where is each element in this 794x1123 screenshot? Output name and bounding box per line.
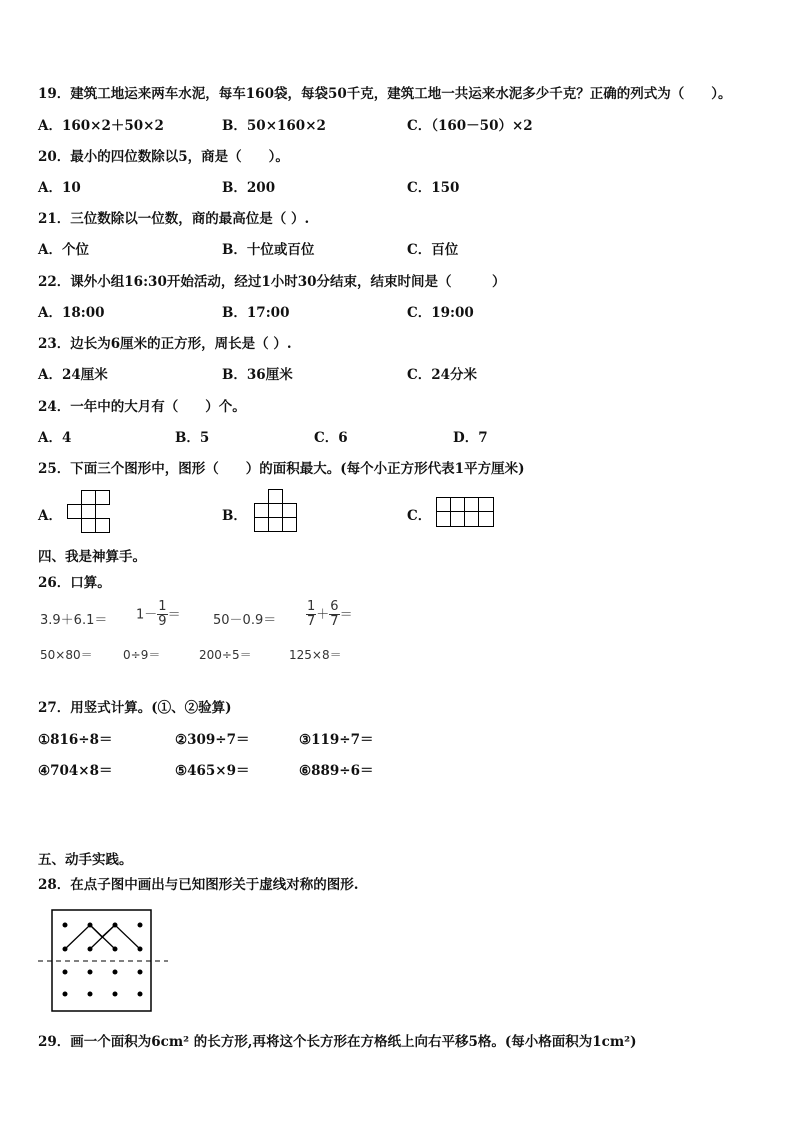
q21-option-a[interactable]: A．个位 xyxy=(38,242,89,258)
question-19: 19．建筑工地运来两车水泥，每车160袋，每袋50千克，建筑工地一共运来水泥多少千克？正确的列式为（ ）。 xyxy=(38,86,732,102)
q25-option-c[interactable]: C． xyxy=(407,508,432,524)
question-29: 29．画一个面积为6cm² 的长方形,再将这个长方形在方格纸上向右平移5格。(每小格面积为1cm²) xyxy=(38,1034,637,1050)
oral-calc-4: $\frac{1}{7}$ ＋ $\frac{6}{7}$ ＝ xyxy=(307,599,353,630)
q20-option-a[interactable]: A．10 xyxy=(38,180,81,196)
question-27: 27．用竖式计算。(①、②验算) xyxy=(38,700,232,716)
q19-option-c[interactable]: C．（160－50）×2 xyxy=(407,118,533,134)
q22-option-c[interactable]: C．19:00 xyxy=(407,305,474,321)
question-22: 22．课外小组16:30开始活动，经过1小时30分结束，结束时间是（ ） xyxy=(38,274,506,290)
oral-calc-3: 50－0.9＝ xyxy=(213,613,277,628)
dot-grid-figure[interactable] xyxy=(38,906,170,1014)
vertical-calc-5: ⑤465×9＝ xyxy=(175,763,250,779)
q22-option-b[interactable]: B．17:00 xyxy=(222,305,290,321)
oral-calc-5: 50×80＝ xyxy=(40,648,93,662)
q25-option-a[interactable]: A． xyxy=(38,508,62,524)
question-28: 28．在点子图中画出与已知图形关于虚线对称的图形. xyxy=(38,877,359,893)
oral-calc-6: 0÷9＝ xyxy=(123,648,161,662)
oral-calc-2: 1－ $\frac{1}{9}$ ＝ xyxy=(136,599,181,630)
q21-option-b[interactable]: B．十位或百位 xyxy=(222,242,315,258)
vertical-calc-4: ④704×8＝ xyxy=(38,763,113,779)
q21-option-c[interactable]: C．百位 xyxy=(407,242,459,258)
section-5-heading: 五、动手实践。 xyxy=(38,852,133,868)
vertical-calc-6: ⑥889÷6＝ xyxy=(299,763,374,779)
q23-option-b[interactable]: B．36厘米 xyxy=(222,367,293,383)
q23-option-a[interactable]: A．24厘米 xyxy=(38,367,108,383)
section-4-heading: 四、我是神算手。 xyxy=(38,549,146,565)
q24-option-d[interactable]: D．7 xyxy=(453,430,488,446)
oral-calc-8: 125×8＝ xyxy=(289,648,342,662)
q19-option-a[interactable]: A．160×2＋50×2 xyxy=(38,118,164,134)
question-23: 23．边长为6厘米的正方形，周长是（ ）. xyxy=(38,336,292,352)
q24-option-b[interactable]: B．5 xyxy=(175,430,210,446)
question-25: 25．下面三个图形中，图形（ ）的面积最大。(每个小正方形代表1平方厘米) xyxy=(38,461,525,477)
q19-option-b[interactable]: B．50×160×2 xyxy=(222,118,326,134)
oral-calc-1: 3.9＋6.1＝ xyxy=(40,613,108,628)
question-20: 20．最小的四位数除以5，商是（ ）。 xyxy=(38,149,289,165)
oral-calc-7: 200÷5＝ xyxy=(199,648,252,662)
vertical-calc-3: ③119÷7＝ xyxy=(299,732,374,748)
q23-option-c[interactable]: C．24分米 xyxy=(407,367,478,383)
question-24: 24．一年中的大月有（ ）个。 xyxy=(38,399,246,415)
vertical-calc-2: ②309÷7＝ xyxy=(175,732,250,748)
vertical-calc-1: ①816÷8＝ xyxy=(38,732,113,748)
q20-option-c[interactable]: C．150 xyxy=(407,180,460,196)
question-26: 26．口算。 xyxy=(38,575,111,591)
q24-option-a[interactable]: A．4 xyxy=(38,430,72,446)
q20-option-b[interactable]: B．200 xyxy=(222,180,276,196)
q22-option-a[interactable]: A．18:00 xyxy=(38,305,105,321)
q25-option-b[interactable]: B． xyxy=(222,508,247,524)
question-21: 21．三位数除以一位数，商的最高位是（ ）. xyxy=(38,211,310,227)
q24-option-c[interactable]: C．6 xyxy=(314,430,348,446)
